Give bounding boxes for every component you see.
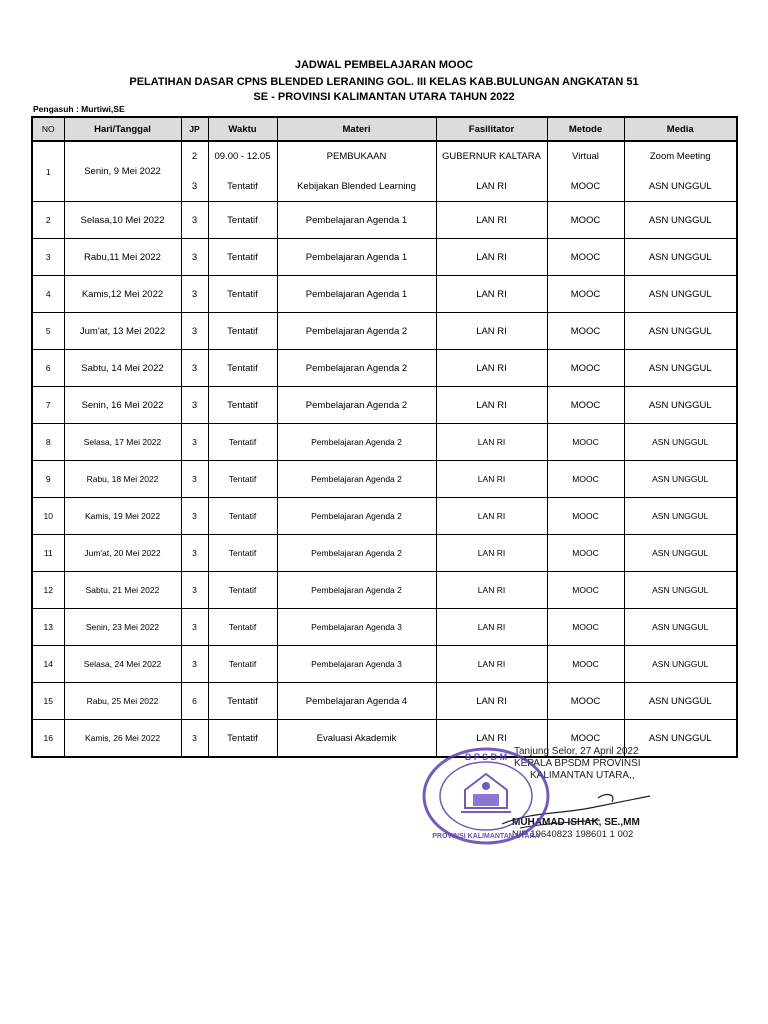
row-no: 14 — [32, 646, 64, 683]
row-no: 8 — [32, 424, 64, 461]
row-jp: 3 — [181, 313, 208, 350]
table-row — [32, 424, 737, 461]
row-waktu: Tentatif — [208, 350, 277, 387]
row-jp: 3 — [181, 350, 208, 387]
signature-place-date: Tanjung Selor, 27 April 2022 — [514, 746, 639, 757]
row-date: Senin, 9 Mei 2022 — [64, 141, 181, 202]
row-media: ASN UNGGUL — [624, 498, 737, 535]
row-materi: Pembelajaran Agenda 2 — [277, 313, 436, 350]
row-no: 11 — [32, 535, 64, 572]
row-materi: Pembelajaran Agenda 3 — [277, 646, 436, 683]
document-title: JADWAL PEMBELAJARAN MOOC — [294, 59, 474, 71]
row-waktu: Tentatif — [208, 239, 277, 276]
row-materi: Kebijakan Blended Learning — [277, 171, 436, 202]
row-metode: Virtual — [547, 141, 624, 171]
row-fasilitator: GUBERNUR KALTARA — [436, 141, 547, 171]
row-date: Senin, 23 Mei 2022 — [64, 609, 181, 646]
table-row — [32, 572, 737, 609]
row-metode: MOOC — [547, 646, 624, 683]
table-row — [32, 646, 737, 683]
row-metode: MOOC — [547, 387, 624, 424]
row-fasilitator: LAN RI — [436, 171, 547, 202]
row-fasilitator: LAN RI — [436, 720, 547, 758]
table-row — [32, 202, 737, 239]
row-materi: Evaluasi Akademik — [277, 720, 436, 758]
row-date: Sabtu, 21 Mei 2022 — [64, 572, 181, 609]
col-header-fasilitator: Fasilitator — [436, 117, 547, 141]
col-header-waktu: Waktu — [208, 117, 277, 141]
row-metode: MOOC — [547, 171, 624, 202]
row-jp: 3 — [181, 609, 208, 646]
row-no: 6 — [32, 350, 64, 387]
col-header-jp: JP — [181, 117, 208, 141]
row-no: 4 — [32, 276, 64, 313]
row-waktu: Tentatif — [208, 498, 277, 535]
row-jp: 3 — [181, 239, 208, 276]
row-metode: MOOC — [547, 683, 624, 720]
row-fasilitator: LAN RI — [436, 683, 547, 720]
row-materi: PEMBUKAAN — [277, 141, 436, 171]
row-no: 5 — [32, 313, 64, 350]
pengasuh-label: Pengasuh : Murtiwi,SE — [33, 104, 125, 114]
row-materi: Pembelajaran Agenda 2 — [277, 387, 436, 424]
row-materi: Pembelajaran Agenda 1 — [277, 202, 436, 239]
row-fasilitator: LAN RI — [436, 424, 547, 461]
row-fasilitator: LAN RI — [436, 498, 547, 535]
table-row — [32, 350, 737, 387]
row-materi: Pembelajaran Agenda 2 — [277, 461, 436, 498]
row-materi: Pembelajaran Agenda 2 — [277, 535, 436, 572]
table-row — [32, 141, 737, 171]
signature-position-2: KALIMANTAN UTARA,, — [530, 770, 635, 781]
row-jp: 3 — [181, 498, 208, 535]
row-date: Selasa, 24 Mei 2022 — [64, 646, 181, 683]
row-fasilitator: LAN RI — [436, 202, 547, 239]
table-row — [32, 239, 737, 276]
stamp-text-top: B P S D M — [464, 752, 508, 762]
row-metode: MOOC — [547, 461, 624, 498]
row-date: Jum'at, 20 Mei 2022 — [64, 535, 181, 572]
document-subtitle: PELATIHAN DASAR CPNS BLENDED LERANING GOL. III KELAS KAB.BULUNGAN ANGKATAN 51 — [129, 76, 639, 88]
row-media: ASN UNGGUL — [624, 720, 737, 758]
col-header-date: Hari/Tanggal — [64, 117, 181, 141]
row-fasilitator: LAN RI — [436, 646, 547, 683]
schedule-table — [31, 116, 738, 758]
row-waktu: Tentatif — [208, 424, 277, 461]
row-materi: Pembelajaran Agenda 2 — [277, 572, 436, 609]
row-materi: Pembelajaran Agenda 2 — [277, 498, 436, 535]
row-jp: 2 — [181, 141, 208, 171]
table-row — [32, 498, 737, 535]
row-metode: MOOC — [547, 239, 624, 276]
row-no: 15 — [32, 683, 64, 720]
table-row — [32, 683, 737, 720]
row-materi: Pembelajaran Agenda 2 — [277, 350, 436, 387]
row-media: ASN UNGGUL — [624, 424, 737, 461]
row-waktu: 09.00 - 12.05 — [208, 141, 277, 171]
row-waktu: Tentatif — [208, 387, 277, 424]
row-fasilitator: LAN RI — [436, 572, 547, 609]
table-row — [32, 387, 737, 424]
col-header-metode: Metode — [547, 117, 624, 141]
row-waktu: Tentatif — [208, 276, 277, 313]
signature-position-1: KEPALA BPSDM PROVINSI — [514, 758, 641, 769]
table-row — [32, 535, 737, 572]
row-metode: MOOC — [547, 202, 624, 239]
row-waktu: Tentatif — [208, 535, 277, 572]
row-no: 16 — [32, 720, 64, 758]
row-metode: MOOC — [547, 313, 624, 350]
row-jp: 3 — [181, 276, 208, 313]
row-fasilitator: LAN RI — [436, 350, 547, 387]
row-waktu: Tentatif — [208, 683, 277, 720]
row-metode: MOOC — [547, 276, 624, 313]
row-jp: 3 — [181, 535, 208, 572]
row-jp: 3 — [181, 572, 208, 609]
row-date: Selasa, 17 Mei 2022 — [64, 424, 181, 461]
row-jp: 3 — [181, 387, 208, 424]
row-no: 10 — [32, 498, 64, 535]
row-waktu: Tentatif — [208, 171, 277, 202]
row-waktu: Tentatif — [208, 609, 277, 646]
row-jp: 3 — [181, 461, 208, 498]
row-date: Jum'at, 13 Mei 2022 — [64, 313, 181, 350]
row-metode: MOOC — [547, 720, 624, 758]
row-no: 3 — [32, 239, 64, 276]
row-no: 1 — [32, 141, 64, 202]
row-date: Sabtu, 14 Mei 2022 — [64, 350, 181, 387]
table-header-row — [32, 117, 737, 141]
row-no: 7 — [32, 387, 64, 424]
row-fasilitator: LAN RI — [436, 535, 547, 572]
row-jp: 3 — [181, 424, 208, 461]
row-materi: Pembelajaran Agenda 4 — [277, 683, 436, 720]
row-waktu: Tentatif — [208, 646, 277, 683]
row-fasilitator: LAN RI — [436, 239, 547, 276]
table-row — [32, 461, 737, 498]
row-no: 2 — [32, 202, 64, 239]
row-no: 12 — [32, 572, 64, 609]
signature-nip: NIP 19640823 198601 1 002 — [512, 829, 634, 840]
row-jp: 3 — [181, 171, 208, 202]
row-metode: MOOC — [547, 498, 624, 535]
row-media: ASN UNGGUL — [624, 171, 737, 202]
signature-name: MUHAMAD ISHAK, SE.,MM — [512, 817, 640, 828]
row-fasilitator: LAN RI — [436, 276, 547, 313]
row-date: Kamis, 19 Mei 2022 — [64, 498, 181, 535]
row-no: 13 — [32, 609, 64, 646]
row-media: ASN UNGGUL — [624, 572, 737, 609]
row-fasilitator: LAN RI — [436, 313, 547, 350]
row-materi: Pembelajaran Agenda 2 — [277, 424, 436, 461]
row-waktu: Tentatif — [208, 461, 277, 498]
row-metode: MOOC — [547, 535, 624, 572]
row-waktu: Tentatif — [208, 720, 277, 758]
row-media: ASN UNGGUL — [624, 609, 737, 646]
row-date: Rabu, 25 Mei 2022 — [64, 683, 181, 720]
document-subtitle-2: SE - PROVINSI KALIMANTAN UTARA TAHUN 2022 — [253, 91, 515, 103]
row-fasilitator: LAN RI — [436, 609, 547, 646]
row-waktu: Tentatif — [208, 572, 277, 609]
table-row — [32, 313, 737, 350]
row-date: Kamis,12 Mei 2022 — [64, 276, 181, 313]
row-materi: Pembelajaran Agenda 1 — [277, 276, 436, 313]
row-no: 9 — [32, 461, 64, 498]
stamp-text-bottom: PROVINSI KALIMANTAN UTARA — [432, 833, 540, 840]
row-media: Zoom Meeting — [624, 141, 737, 171]
row-metode: MOOC — [547, 350, 624, 387]
row-date: Kamis, 26 Mei 2022 — [64, 720, 181, 758]
row-date: Senin, 16 Mei 2022 — [64, 387, 181, 424]
row-jp: 6 — [181, 683, 208, 720]
table-row — [32, 609, 737, 646]
row-waktu: Tentatif — [208, 313, 277, 350]
row-waktu: Tentatif — [208, 202, 277, 239]
row-media: ASN UNGGUL — [624, 535, 737, 572]
row-media: ASN UNGGUL — [624, 239, 737, 276]
row-fasilitator: LAN RI — [436, 387, 547, 424]
row-metode: MOOC — [547, 424, 624, 461]
row-jp: 3 — [181, 720, 208, 758]
row-media: ASN UNGGUL — [624, 276, 737, 313]
row-metode: MOOC — [547, 609, 624, 646]
row-date: Rabu,11 Mei 2022 — [64, 239, 181, 276]
row-jp: 3 — [181, 646, 208, 683]
col-header-no: NO — [32, 117, 64, 141]
row-date: Rabu, 18 Mei 2022 — [64, 461, 181, 498]
row-media: ASN UNGGUL — [624, 387, 737, 424]
col-header-materi: Materi — [277, 117, 436, 141]
row-media: ASN UNGGUL — [624, 350, 737, 387]
table-row — [32, 276, 737, 313]
row-materi: Pembelajaran Agenda 3 — [277, 609, 436, 646]
row-materi: Pembelajaran Agenda 1 — [277, 239, 436, 276]
row-date: Selasa,10 Mei 2022 — [64, 202, 181, 239]
official-stamp — [421, 746, 551, 846]
row-media: ASN UNGGUL — [624, 646, 737, 683]
row-fasilitator: LAN RI — [436, 461, 547, 498]
row-media: ASN UNGGUL — [624, 313, 737, 350]
row-jp: 3 — [181, 202, 208, 239]
row-media: ASN UNGGUL — [624, 202, 737, 239]
row-media: ASN UNGGUL — [624, 683, 737, 720]
col-header-media: Media — [624, 117, 737, 141]
row-metode: MOOC — [547, 572, 624, 609]
row-media: ASN UNGGUL — [624, 461, 737, 498]
